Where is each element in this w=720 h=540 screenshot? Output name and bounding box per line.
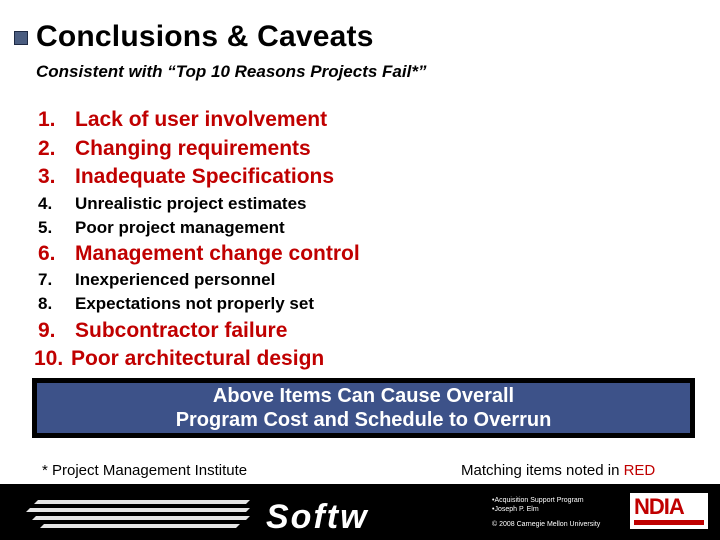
item-number: 10. [34, 347, 64, 370]
item-text: Lack of user involvement [75, 108, 328, 131]
callout-line-1: Above Items Can Cause Overall [212, 385, 515, 407]
slide-subtitle: Consistent with “Top 10 Reasons Projects Fail*” [36, 62, 427, 81]
footer-copyright: © 2008 Carnegie Mellon University [492, 521, 601, 528]
callout-inner [37, 383, 690, 433]
item-text: Expectations not properly set [75, 294, 314, 313]
item-text: Poor project management [75, 218, 285, 237]
item-number: 3. [38, 165, 56, 188]
slide-title: Conclusions & Caveats [36, 20, 374, 53]
item-text: Changing requirements [75, 137, 311, 160]
ndia-logo [630, 493, 708, 529]
list-item [38, 319, 287, 343]
ndia-logo-text: NDIA [634, 494, 684, 519]
item-number: 6. [38, 242, 56, 265]
item-number: 9. [38, 319, 56, 342]
list-item [34, 347, 325, 371]
matching-note-highlight: RED [623, 462, 656, 479]
item-text: Inexperienced personnel [75, 270, 276, 289]
item-number: 2. [38, 137, 56, 160]
footer-graphic [0, 484, 720, 540]
footer-line-1: •Acquisition Support Program [492, 497, 584, 504]
footer-banner-text: Softw [266, 498, 369, 536]
list-item [38, 242, 360, 266]
ndia-logo-bar [634, 520, 704, 525]
list-item [38, 294, 314, 314]
item-number: 1. [38, 108, 56, 131]
callout-line-2: Program Cost and Schedule to Overrun [175, 409, 552, 431]
matching-note-prefix: Matching items noted in [461, 462, 624, 479]
item-text: Poor architectural design [71, 347, 325, 370]
list-item [38, 194, 306, 214]
item-number: 8. [38, 294, 53, 313]
list-item [38, 270, 275, 290]
item-text: Management change control [75, 242, 360, 265]
matching-note [461, 462, 655, 479]
footer-line-2: •Joseph P. Elm [492, 506, 539, 513]
list-item [38, 108, 327, 132]
list-item [38, 218, 285, 238]
footer-banner [0, 484, 720, 540]
item-number: 7. [38, 270, 53, 289]
title-bullet-icon [14, 31, 28, 45]
item-text: Inadequate Specifications [75, 165, 335, 188]
list-item [38, 165, 334, 189]
item-text: Unrealistic project estimates [75, 194, 307, 213]
callout-box [32, 378, 695, 438]
item-text: Subcontractor failure [75, 319, 288, 342]
item-number: 5. [38, 218, 53, 237]
footnote: * Project Management Institute [42, 462, 248, 479]
list-item [38, 137, 311, 161]
item-number: 4. [38, 194, 53, 213]
